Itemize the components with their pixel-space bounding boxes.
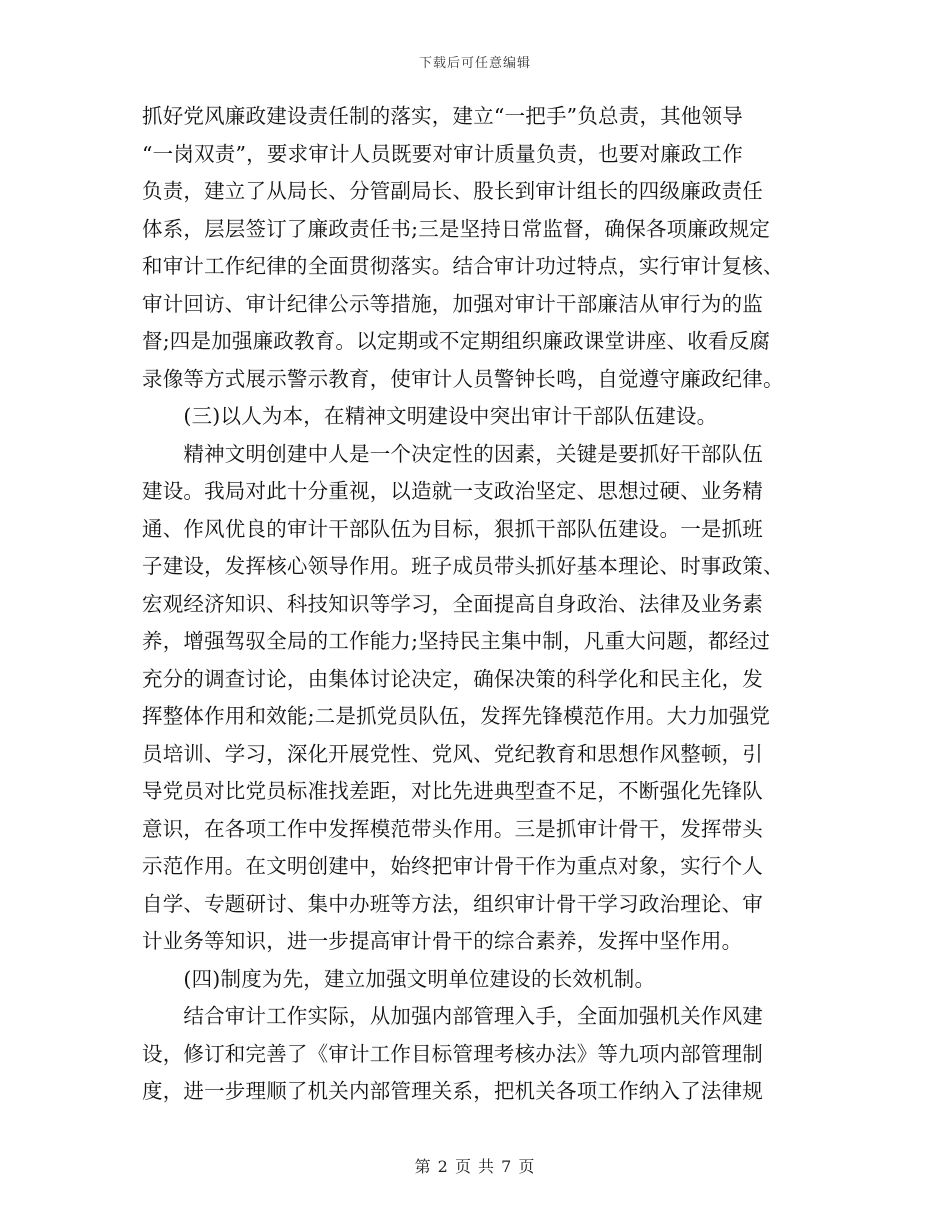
text-line: 通、作风优良的审计干部队伍为目标，狠抓干部队伍建设。一是抓班: [142, 516, 763, 541]
text-line: 负责，建立了从局长、分管副局长、股长到审计组长的四级廉政责任: [142, 179, 763, 203]
text-line: 精神文明创建中人是一个决定性的因素，关键是要抓好干部队伍: [142, 441, 763, 466]
text-line: “一岗双责”，要求审计人员既要对审计质量负责，也要对廉政工作: [142, 141, 743, 166]
text-line: 自学、专题研讨、集中办班等方法，组织审计骨干学习政治理论、审: [142, 891, 763, 916]
text-line: (四)制度为先，建立加强文明单位建设的长效机制。: [142, 966, 656, 991]
text-line: (三)以人为本，在精神文明建设中突出审计干部队伍建设。: [142, 404, 718, 428]
text-line: 养，增强驾驭全局的工作能力;坚持民主集中制，凡重大问题，都经过: [142, 629, 771, 653]
text-line: 员培训、学习，深化开展党性、党风、党纪教育和思想作风整顿，引: [142, 741, 763, 766]
text-line: 和审计工作纪律的全面贯彻落实。结合审计功过特点，实行审计复核、: [142, 254, 784, 278]
text-line: 意识，在各项工作中发挥模范带头作用。三是抓审计骨干，发挥带头: [142, 816, 763, 841]
text-line: 结合审计工作实际，从加强内部管理入手，全面加强机关作风建: [142, 1004, 763, 1028]
text-line: 体系，层层签订了廉政责任书;三是坚持日常监督，确保各项廉政规定: [142, 216, 771, 241]
text-line: 宏观经济知识、科技知识等学习，全面提高自身政治、法律及业务素: [142, 591, 763, 616]
text-line: 建设。我局对此十分重视，以造就一支政治坚定、思想过硬、业务精: [142, 479, 763, 503]
text-line: 导党员对比党员标准找差距，对比先进典型查不足，不断强化先锋队: [142, 779, 763, 803]
text-line: 抓好党风廉政建设责任制的落实，建立“一把手”负总责，其他领导: [142, 104, 743, 128]
text-line: 督;四是加强廉政教育。以定期或不定期组织廉政课堂讲座、收看反腐: [142, 329, 771, 353]
text-line: 计业务等知识，进一步提高审计骨干的综合素养，发挥中坚作用。: [142, 929, 743, 953]
text-line: 设，修订和完善了《审计工作目标管理考核办法》等九项内部管理制: [142, 1041, 763, 1066]
text-line: 审计回访、审计纪律公示等措施，加强对审计干部廉洁从审行为的监: [142, 291, 763, 316]
document-body: [142, 98, 810, 1111]
text-line: 示范作用。在文明创建中，始终把审计骨干作为重点对象，实行个人: [142, 854, 763, 878]
text-line: 录像等方式展示警示教育，使审计人员警钟长鸣，自觉遵守廉政纪律。: [142, 366, 784, 391]
text-line: 子建设，发挥核心领导作用。班子成员带头抓好基本理论、时事政策、: [142, 554, 784, 578]
text-line: 充分的调查讨论，由集体讨论决定，确保决策的科学化和民主化，发: [142, 666, 763, 691]
page-footer-page-number: 第 2 页 共 7 页: [414, 1157, 536, 1176]
page-header-note: 下载后可任意编辑: [418, 56, 531, 71]
text-line: 挥整体作用和效能;二是抓党员队伍，发挥先锋模范作用。大力加强党: [142, 704, 771, 728]
text-line: 度，进一步理顺了机关内部管理关系，把机关各项工作纳入了法律规: [142, 1079, 763, 1103]
